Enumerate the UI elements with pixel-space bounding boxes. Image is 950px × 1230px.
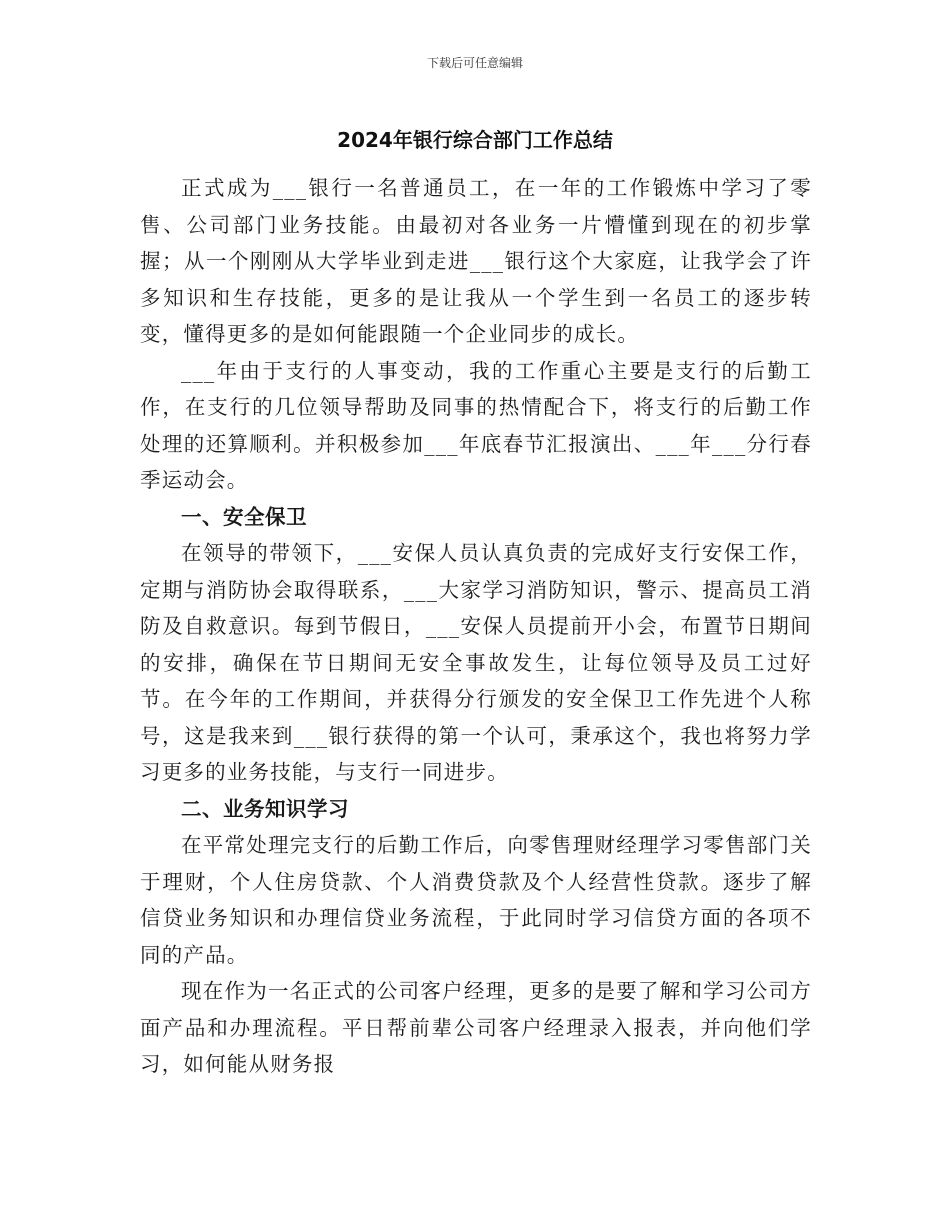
- document-title: 2024年银行综合部门工作总结: [337, 128, 613, 152]
- section-heading-learning: 二、业务知识学习: [181, 796, 349, 821]
- paragraph-intro: 正式成为___银行一名普通员工，在一年的工作锻炼中学习了零售、公司部门业务技能。由最初对各业务一片懵懂到现在的初步掌握；从一个刚刚从大学毕业到走进___银行这个大家庭，让我学会了许多知识和生存技能，更多的是让我从一个学生到一名员工的逐步转变，懂得更多的是如何能跟随一个企业同步的成长。: [140, 176, 812, 346]
- paragraph-logistics: ___年由于支行的人事变动，我的工作重心主要是支行的后勤工作，在支行的几位领导帮助及同事的热情配合下，将支行的后勤工作处理的还算顺利。并积极参加___年底春节汇报演出、___年___分行春季运动会。: [140, 358, 812, 492]
- paragraph-security: 在领导的带领下，___安保人员认真负责的完成好支行安保工作，定期与消防协会取得联系，___大家学习消防知识，警示、提高员工消防及自救意识。每到节假日，___安保人员提前开小会，布置节日期间的安排，确保在节日期间无安全事故发生，让每位领导及员工过好节。在今年的工作期间，并获得分行颁发的安全保卫工作先进个人称号，这是我来到___银行获得的第一个认可，秉承这个，我也将努力学习更多的业务技能，与支行一同进步。: [140, 541, 812, 784]
- section-heading-security: 一、安全保卫: [181, 504, 307, 529]
- header-note: 下载后可任意编辑: [426, 56, 523, 70]
- paragraph-learning: 在平常处理完支行的后勤工作后，向零售理财经理学习零售部门关于理财，个人住房贷款、个人消费贷款及个人经营性贷款。逐步了解信贷业务知识和办理信贷业务流程，于此同时学习信贷方面的各项不同的产品。: [140, 833, 812, 967]
- document-body: [140, 170, 812, 1083]
- paragraph-current-role: 现在作为一名正式的公司客户经理，更多的是要了解和学习公司方面产品和办理流程。平日帮前辈公司客户经理录入报表，并向他们学习，如何能从财务报: [140, 979, 812, 1076]
